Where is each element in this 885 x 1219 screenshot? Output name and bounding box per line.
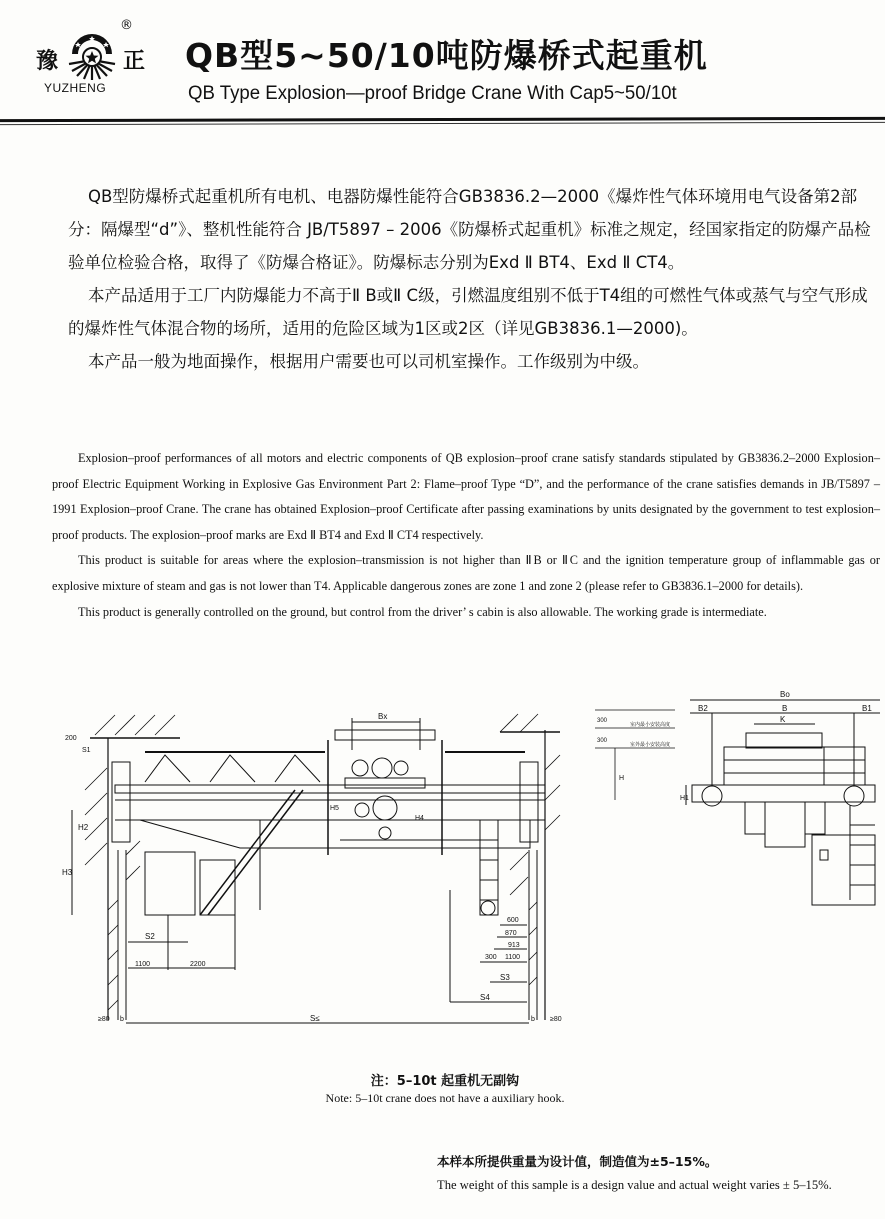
weight-note-en: The weight of this sample is a design value and actual weight varies ± 5–15%. xyxy=(437,1178,832,1192)
dim-300-top: 300 xyxy=(597,718,608,724)
dim-bx: Bx xyxy=(378,712,388,721)
paragraph-en-1: Explosion–proof performances of all motors and electric components of QB explosion–proof crane satisfy standards stipulated by GB3836.2–2000 Explosion–proof Electric Equipment Working in Explosive Gas Environment Part 2: Flame–proof Type “D”, and the performance of the crane satisfies demands in JB/T5897 – 1991 Explosion–proof Crane. The crane has obtained Explosion–proof Certificate after passing examinations by units designated by the government to test explosion–proof products. The explosion–proof marks are Exd Ⅱ BT4 and Exd Ⅱ CT4 respectively. xyxy=(52,451,880,542)
logo-char-left: 豫 xyxy=(36,48,59,74)
dim-k: K xyxy=(780,715,786,724)
registered-mark: ® xyxy=(120,18,133,33)
dim-c1: S1 xyxy=(82,747,91,754)
description-cn xyxy=(68,180,880,378)
brand-name: YUZHENG xyxy=(44,81,107,95)
gear-star-icon xyxy=(64,30,120,82)
dim-913: 913 xyxy=(508,942,520,949)
dim-s4: S4 xyxy=(480,993,490,1002)
logo-char-right: 正 xyxy=(123,48,146,74)
dim-s3: S3 xyxy=(500,973,510,982)
page-header xyxy=(0,0,885,130)
dim-1100-right: 1100 xyxy=(505,954,521,961)
auxiliary-hook-note xyxy=(285,1070,605,1106)
dim-200: 200 xyxy=(65,735,77,742)
dim-h5: H5 xyxy=(330,805,339,812)
note-en: Note: 5–10t crane does not have a auxiliary hook. xyxy=(325,1091,565,1105)
dim-gt80-left: ≥80 xyxy=(98,1016,110,1023)
page-title-cn: QB型5~50/10吨防爆桥式起重机 xyxy=(185,36,708,75)
dim-300-bottom: 300 xyxy=(597,738,608,744)
dim-h3: H3 xyxy=(62,868,73,877)
paragraph-en-3: This product is generally controlled on the ground, but control from the driver’ s cabin is also allowable. The working grade is intermediate. xyxy=(78,604,767,619)
paragraph-cn-2: 本产品适用于工厂内防爆能力不高于Ⅱ B或Ⅱ C级，引燃温度组别不低于T4组的可燃性气体或蒸气与空气形成的爆炸性气体混合物的场所，适用的危险区域为1区或2区（详见GB3836.1—2000)。 xyxy=(68,286,868,338)
description-en xyxy=(52,446,880,625)
page-title-en: QB Type Explosion—proof Bridge Crane With Cap5~50/10t xyxy=(188,83,677,104)
note-outdoor-min-height: 室外最小安装高度 xyxy=(630,742,671,748)
paragraph-cn-1: QB型防爆桥式起重机所有电机、电器防爆性能符合GB3836.2—2000《爆炸性气体环境用电气设备第2部分：隔爆型“d”》、整机性能符合 JB/T5897 – 2006《防爆桥式起重机》标准之规定，经国家指定的防爆产品检验单位检验合格，取得了《防爆合格证》。防爆标志分别为Exd Ⅱ BT4、Exd Ⅱ CT4。 xyxy=(68,187,871,272)
dim-b: B xyxy=(782,704,788,713)
dim-s2: S2 xyxy=(145,932,155,941)
crane-front-elevation-drawing xyxy=(60,690,620,1040)
company-logo xyxy=(28,18,153,103)
dim-h2: H2 xyxy=(78,823,89,832)
paragraph-en-2: This product is suitable for areas where the explosion–transmission is not higher than ⅡB or ⅡC and the ignition temperature group of inflammable gas or explosive mixture of steam and gas is not lower than T4. Applicable dangerous zones are zone 1 and zone 2 (please refer to GB3836.1–2000 for details). xyxy=(52,553,880,593)
dim-bo: Bo xyxy=(780,690,790,699)
dim-b1: B1 xyxy=(862,704,872,713)
note-indoor-min-height: 室内最小安装高度 xyxy=(630,722,671,728)
dim-h: H xyxy=(619,775,625,782)
dim-2200: 2200 xyxy=(190,961,206,968)
weight-note-cn: 本样本所提供重量为设计值，制造值为±5–15%。 xyxy=(437,1154,718,1169)
install-height-annotations xyxy=(595,700,685,800)
dim-span: S≤ xyxy=(310,1014,320,1023)
header-divider-thin xyxy=(0,122,885,125)
dim-b-right: b xyxy=(531,1016,535,1023)
dim-1100-left: 1100 xyxy=(135,961,151,968)
paragraph-cn-3: 本产品一般为地面操作，根据用户需要也可以司机室操作。工作级别为中级。 xyxy=(88,352,649,371)
weight-disclaimer xyxy=(437,1152,885,1193)
dim-300: 300 xyxy=(485,954,497,961)
dim-870: 870 xyxy=(505,930,517,937)
dim-b-left: b xyxy=(120,1016,124,1023)
dim-b2: B2 xyxy=(698,704,708,713)
crane-side-view-drawing xyxy=(680,685,885,915)
dim-600: 600 xyxy=(507,917,519,924)
dim-h4: H4 xyxy=(415,815,424,822)
note-cn: 注：5–10t 起重机无副钩 xyxy=(370,1074,520,1089)
dim-gt80-right: ≥80 xyxy=(550,1016,562,1023)
dim-h1: H1 xyxy=(680,795,689,802)
